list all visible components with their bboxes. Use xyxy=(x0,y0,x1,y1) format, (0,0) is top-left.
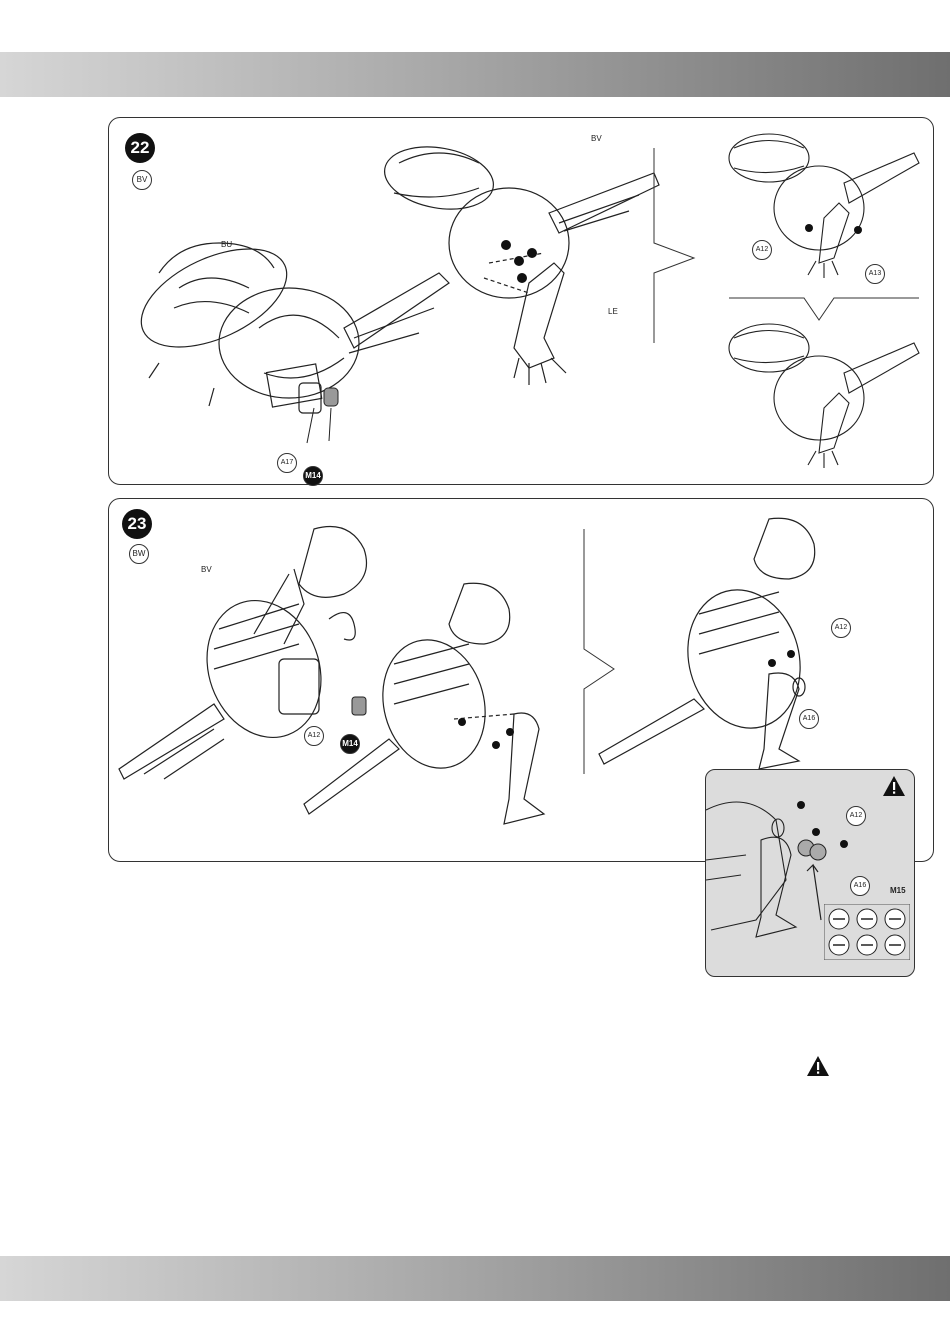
dino-figure-step-b xyxy=(724,313,924,478)
part-tag-a16: A16 xyxy=(799,709,819,729)
detail-inset xyxy=(705,769,915,977)
warning-icon xyxy=(806,1055,830,1077)
part-tag-a12: A12 xyxy=(752,240,772,260)
dino-figure-leg xyxy=(379,133,669,413)
label-le: LE xyxy=(608,307,618,316)
footer-band xyxy=(0,1256,950,1301)
inset-part-label: M15 xyxy=(890,886,906,895)
step-22-panel xyxy=(108,117,934,485)
part-tag-m14: M14 xyxy=(303,466,323,486)
dino-figure-upright-b xyxy=(304,574,554,824)
part-tag-a12-right: A12 xyxy=(831,618,851,638)
header-band xyxy=(0,52,950,97)
part-tag-a13: A13 xyxy=(865,264,885,284)
washer-grid-icon xyxy=(824,904,910,960)
part-tag-a17: A17 xyxy=(277,453,297,473)
panel-divider xyxy=(649,148,699,348)
part-tag-m14: M14 xyxy=(340,734,360,754)
dino-figure-upright-c xyxy=(594,509,844,774)
inset-tag-a12: A12 xyxy=(846,806,866,826)
part-code-badge: BV xyxy=(132,170,152,190)
dino-figure-step-a xyxy=(724,123,924,288)
part-code-badge: BW xyxy=(129,544,149,564)
inset-tag-a16: A16 xyxy=(850,876,870,896)
step-number: 22 xyxy=(125,133,155,163)
label-bv: BV xyxy=(201,565,212,574)
part-tag-a12-left: A12 xyxy=(304,726,324,746)
step-number: 23 xyxy=(122,509,152,539)
label-bu: BU xyxy=(221,240,233,249)
label-bv: BV xyxy=(591,134,602,143)
